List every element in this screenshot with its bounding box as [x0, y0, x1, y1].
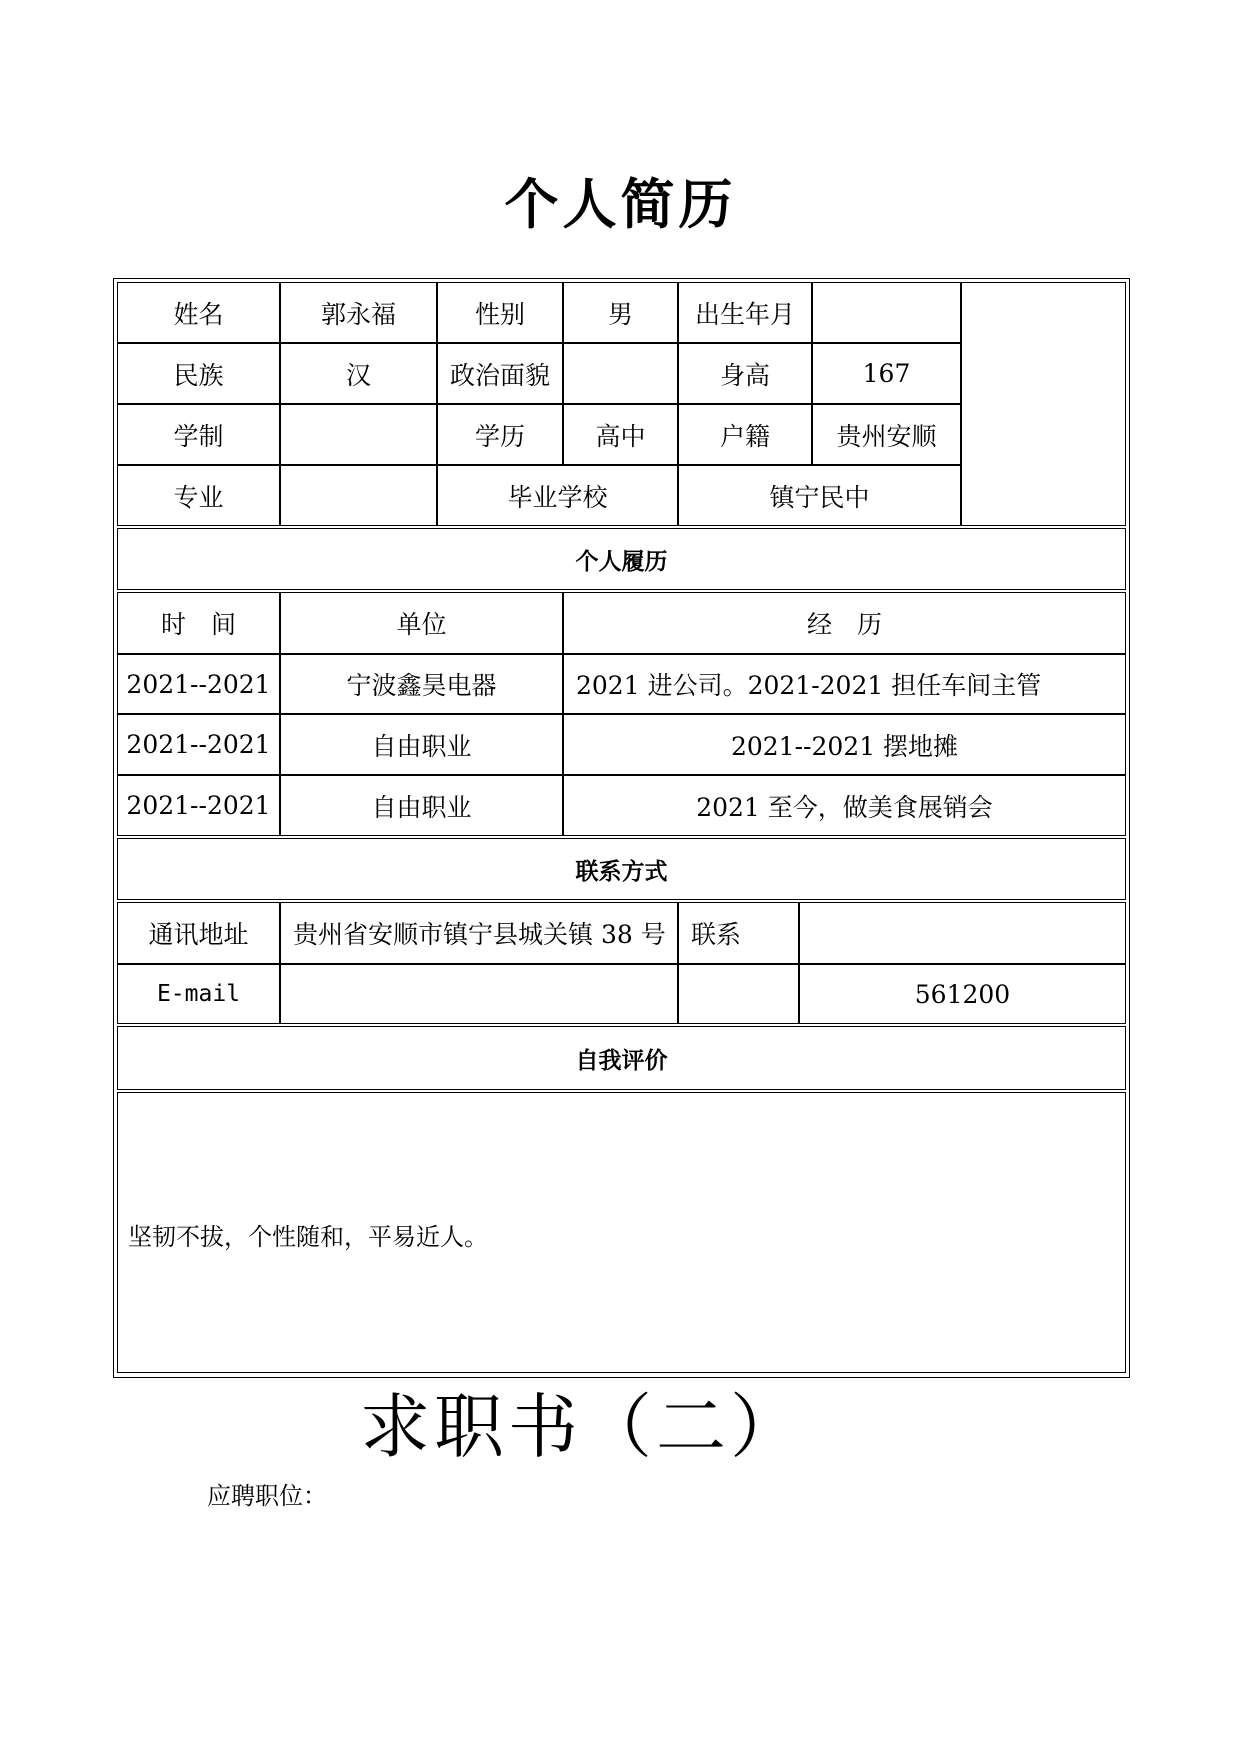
- history-row-time: 2021--2021: [117, 654, 280, 714]
- ethnicity-label: 民族: [117, 343, 280, 404]
- school-label: 毕业学校: [437, 465, 678, 526]
- postcode-value: 561200: [799, 964, 1126, 1024]
- history-col-time: 时 间: [117, 592, 280, 654]
- history-heading: 个人履历: [117, 528, 1126, 590]
- hukou-label: 户籍: [678, 404, 812, 465]
- history-row-time: 2021--2021: [117, 775, 280, 836]
- history-row-desc: 2021 至今，做美食展销会: [563, 775, 1126, 836]
- email-value: [280, 964, 678, 1024]
- school-value: 镇宁民中: [678, 465, 961, 526]
- cover-title: 求职书（二）: [360, 1386, 804, 1468]
- name-label: 姓名: [117, 282, 280, 343]
- education-value: 高中: [563, 404, 678, 465]
- schooling-value: [280, 404, 437, 465]
- self-eval-heading: 自我评价: [117, 1026, 1126, 1090]
- schooling-label: 学制: [117, 404, 280, 465]
- history-row-desc: 2021 进公司。2021-2021 担任车间主管: [563, 654, 1126, 714]
- contact-heading: 联系方式: [117, 838, 1126, 900]
- height-label: 身高: [678, 343, 812, 404]
- politics-label: 政治面貌: [437, 343, 563, 404]
- page-title: 个人简历: [504, 172, 737, 236]
- major-value: [280, 465, 437, 526]
- self-eval-box: [117, 1092, 1126, 1373]
- gender-value: 男: [563, 282, 678, 343]
- position-label: 应聘职位：: [207, 1482, 327, 1510]
- history-row-unit: 宁波鑫昊电器: [280, 654, 563, 714]
- history-row-unit: 自由职业: [280, 714, 563, 775]
- history-row-unit: 自由职业: [280, 775, 563, 836]
- birth-label: 出生年月: [678, 282, 812, 343]
- gender-label: 性别: [437, 282, 563, 343]
- history-col-desc: 经 历: [563, 592, 1126, 654]
- photo-box: [961, 282, 1126, 526]
- birth-value: [812, 282, 961, 343]
- ethnicity-value: 汉: [280, 343, 437, 404]
- history-col-unit: 单位: [280, 592, 563, 654]
- name-value: 郭永福: [280, 282, 437, 343]
- email-label: E-mail: [117, 964, 280, 1024]
- politics-value: [563, 343, 678, 404]
- address-value: 贵州省安顺市镇宁县城关镇 38 号: [280, 902, 678, 964]
- address-label: 通讯地址: [117, 902, 280, 964]
- self-eval-text: 坚韧不拔，个性随和，平易近人。: [128, 1223, 488, 1251]
- history-row-time: 2021--2021: [117, 714, 280, 775]
- postcode-label-cell: [678, 964, 799, 1024]
- education-label: 学历: [437, 404, 563, 465]
- major-label: 专业: [117, 465, 280, 526]
- height-value: 167: [812, 343, 961, 404]
- history-row-desc: 2021--2021 摆地摊: [563, 714, 1126, 775]
- phone-value: [799, 902, 1126, 964]
- phone-label: 联系: [678, 902, 799, 964]
- hukou-value: 贵州安顺: [812, 404, 961, 465]
